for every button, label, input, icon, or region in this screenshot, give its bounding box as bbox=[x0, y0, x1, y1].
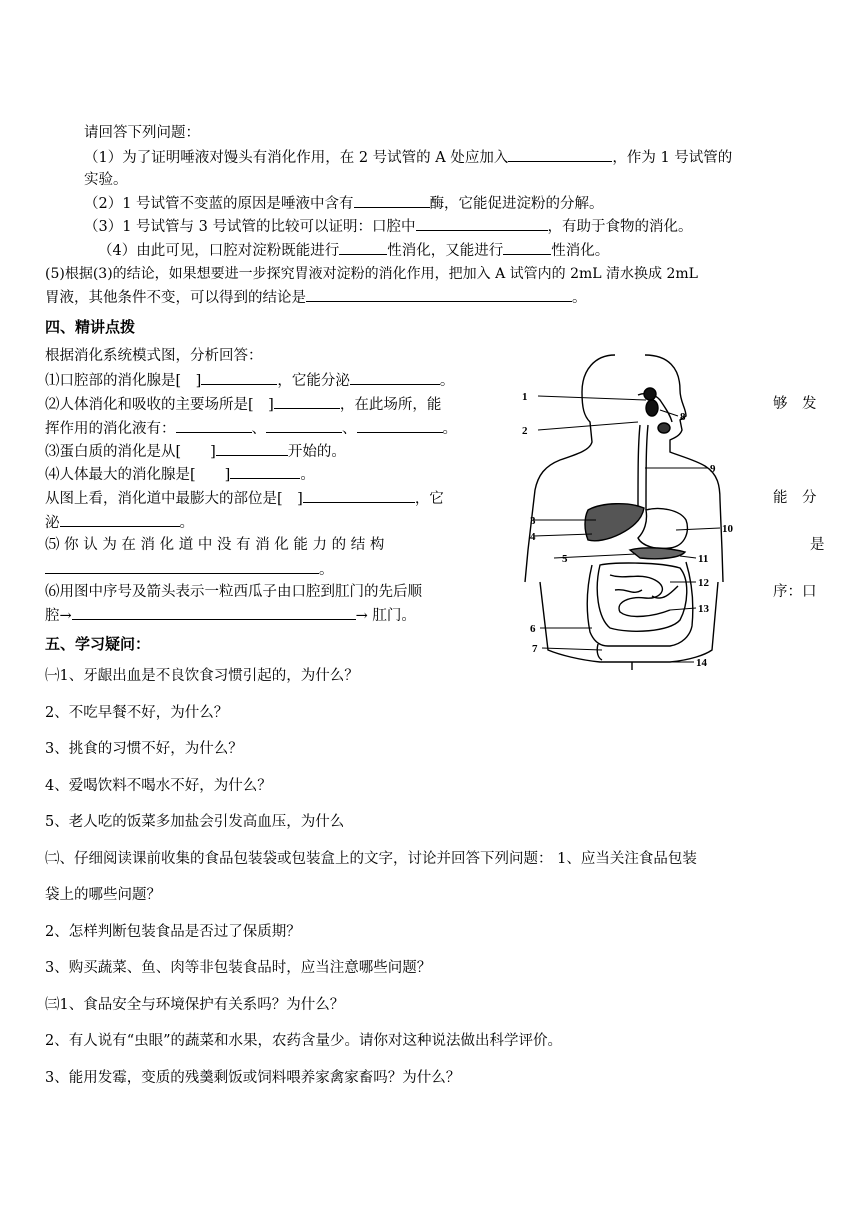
question-4-text-c: 性消化。 bbox=[551, 243, 610, 259]
part-4-text: ⑷人体最大的消化腺是[ ] bbox=[45, 467, 231, 483]
figure-label: 2 bbox=[522, 425, 528, 437]
question-4-text-b: 性消化，又能进行 bbox=[387, 243, 504, 259]
answer-blank[interactable] bbox=[354, 193, 430, 208]
figure-label: 1 bbox=[522, 391, 528, 403]
question-2-text-b: 酶，它能促进淀粉的分解。 bbox=[429, 196, 604, 212]
question-item: 3、挑食的习惯不好，为什么？ bbox=[45, 741, 243, 757]
part-6-line: ⑹用图中序号及箭头表示一粒西瓜子由口腔到肛门的先后顺 bbox=[45, 584, 422, 600]
figure-label: 9 bbox=[710, 463, 716, 475]
part-4-text-g: 。 bbox=[179, 515, 194, 531]
part-4-cont bbox=[45, 512, 194, 533]
part-4-line bbox=[45, 464, 315, 485]
answer-blank[interactable] bbox=[350, 370, 440, 385]
question-1-line bbox=[84, 147, 732, 168]
question-item: 2、怎样判断包装食品是否过了保质期？ bbox=[45, 924, 301, 940]
figure-label: 6 bbox=[530, 623, 536, 635]
part-1-line bbox=[45, 370, 454, 391]
digestive-system-diagram bbox=[520, 350, 745, 670]
question-item: 4、爱喝饮料不喝水不好，为什么？ bbox=[45, 778, 272, 794]
part-4-line-2 bbox=[45, 488, 444, 509]
answer-blank[interactable] bbox=[201, 370, 277, 385]
question-item: 5、老人吃的饭菜多加盐会引发高血压，为什么 bbox=[45, 814, 345, 830]
part-2-sep: 、 bbox=[251, 421, 266, 437]
part-2-end: 。 bbox=[442, 421, 457, 437]
part-5-wrap: 是 bbox=[810, 537, 825, 553]
part-3-text: ⑶蛋白质的消化是从[ ] bbox=[45, 444, 216, 460]
answer-blank[interactable] bbox=[274, 394, 340, 409]
answer-blank[interactable] bbox=[60, 512, 180, 527]
part-6-text-c: 腔→ bbox=[45, 608, 72, 624]
question-1-text-b: ，作为 1 号试管的 bbox=[612, 150, 733, 166]
questions-intro: 请回答下列问题： bbox=[84, 125, 200, 141]
answer-blank[interactable] bbox=[216, 441, 288, 456]
part-2-sep-2: 、 bbox=[342, 421, 357, 437]
part-2-wrap: 够 发 bbox=[773, 396, 817, 412]
part-2-text: ⑵人体消化和吸收的主要场所是[ ] bbox=[45, 397, 274, 413]
figure-label: 7 bbox=[532, 643, 538, 655]
answer-blank[interactable] bbox=[266, 418, 342, 433]
answer-blank[interactable] bbox=[230, 464, 300, 479]
digestive-system-svg bbox=[520, 350, 745, 670]
question-4-line bbox=[98, 240, 609, 261]
section-4-intro: 根据消化系统模式图，分析回答： bbox=[45, 348, 263, 364]
question-3-text: （3）1 号试管与 3 号试管的比较可以证明：口腔中 bbox=[84, 219, 416, 235]
question-2-line bbox=[84, 193, 604, 214]
part-5-end: 。 bbox=[319, 562, 334, 578]
question-item: ㈢1、食品安全与环境保护有关系吗？为什么？ bbox=[45, 997, 345, 1013]
part-1-text: ⑴口腔部的消化腺是[ ] bbox=[45, 373, 202, 389]
part-4-wrap: 能 分 bbox=[773, 490, 817, 506]
part-3-text-b: 开始的。 bbox=[287, 444, 346, 460]
answer-blank[interactable] bbox=[508, 147, 612, 162]
question-3-line bbox=[84, 216, 693, 237]
figure-label: 12 bbox=[698, 577, 709, 589]
question-item: 2、不吃早餐不好，为什么？ bbox=[45, 705, 229, 721]
part-4-text-f: 泌 bbox=[45, 515, 60, 531]
question-4-text: （4）由此可见，口腔对淀粉既能进行 bbox=[98, 243, 340, 259]
question-2-text: （2）1 号试管不变蓝的原因是唾液中含有 bbox=[84, 196, 354, 212]
part-4-text-b: 。 bbox=[300, 467, 315, 483]
part-2-text-d: 挥作用的消化液有： bbox=[45, 421, 176, 437]
part-1-text-b: ，它能分泌 bbox=[277, 373, 350, 389]
figure-label: 8 bbox=[680, 411, 686, 423]
part-6-text-d: → 肛门。 bbox=[355, 608, 416, 624]
figure-label: 14 bbox=[696, 657, 707, 669]
question-item: ㈡、仔细阅读课前收集的食品包装袋或包装盒上的文字，讨论并回答下列问题： 1、应当关注食品包装 bbox=[45, 851, 697, 867]
answer-blank[interactable] bbox=[416, 216, 548, 231]
answer-blank[interactable] bbox=[503, 240, 551, 255]
answer-blank[interactable] bbox=[306, 287, 572, 302]
figure-label: 13 bbox=[698, 603, 709, 615]
question-item: 3、购买蔬菜、鱼、肉等非包装食品时，应当注意哪些问题？ bbox=[45, 960, 432, 976]
part-6-cont bbox=[45, 605, 416, 626]
section-5-heading: 五、学习疑问： bbox=[45, 635, 151, 653]
part-4-text-c: 从图上看，消化道中最膨大的部位是[ ] bbox=[45, 491, 303, 507]
figure-label: 5 bbox=[562, 553, 568, 565]
question-3-text-b: ，有助于食物的消化。 bbox=[547, 219, 693, 235]
answer-blank[interactable] bbox=[303, 488, 415, 503]
question-5-cont bbox=[45, 287, 587, 308]
part-6-wrap: 序：口 bbox=[773, 584, 817, 600]
figure-label: 4 bbox=[530, 531, 536, 543]
part-2-text-b: ，在此场所，能 bbox=[339, 397, 442, 413]
question-item: 3、能用发霉，变质的残羹剩饭或饲料喂养家禽家畜吗？为什么？ bbox=[45, 1070, 461, 1086]
part-3-line bbox=[45, 441, 346, 462]
part-2-cont bbox=[45, 418, 457, 439]
question-1-cont: 实验。 bbox=[84, 172, 128, 188]
question-item: 2、有人说有“虫眼”的蔬菜和水果，农药含量少。请你对这种说法做出科学评价。 bbox=[45, 1033, 563, 1049]
question-5-text-c: 。 bbox=[572, 290, 587, 306]
figure-label: 11 bbox=[698, 553, 709, 565]
question-5-text-b: 胃液，其他条件不变，可以得到的结论是 bbox=[45, 290, 306, 306]
answer-blank[interactable] bbox=[176, 418, 252, 433]
question-item: 袋上的哪些问题？ bbox=[45, 887, 161, 903]
part-1-text-c: 。 bbox=[439, 373, 455, 389]
question-item: ㈠1、牙龈出血是不良饮食习惯引起的，为什么？ bbox=[45, 668, 359, 684]
figure-label: 10 bbox=[722, 523, 733, 535]
answer-blank[interactable] bbox=[357, 418, 443, 433]
answer-blank[interactable] bbox=[72, 605, 356, 620]
part-4-text-d: ，它 bbox=[414, 491, 444, 507]
part-2-line bbox=[45, 394, 441, 415]
answer-blank[interactable] bbox=[339, 240, 387, 255]
question-5-line: (5)根据(3)的结论，如果想要进一步探究胃液对淀粉的消化作用，把加入 A 试管内的 2mL 清水换成 2mL bbox=[45, 266, 698, 282]
part-5-cont bbox=[45, 559, 334, 580]
question-1-text: （1）为了证明唾液对馒头有消化作用，在 2 号试管的 A 处应加入 bbox=[84, 150, 509, 166]
part-5-line: ⑸ 你 认 为 在 消 化 道 中 没 有 消 化 能 力 的 结 构 bbox=[45, 537, 385, 553]
section-4-heading: 四、精讲点拨 bbox=[45, 318, 136, 336]
figure-label: 3 bbox=[530, 515, 536, 527]
answer-blank[interactable] bbox=[45, 559, 319, 574]
